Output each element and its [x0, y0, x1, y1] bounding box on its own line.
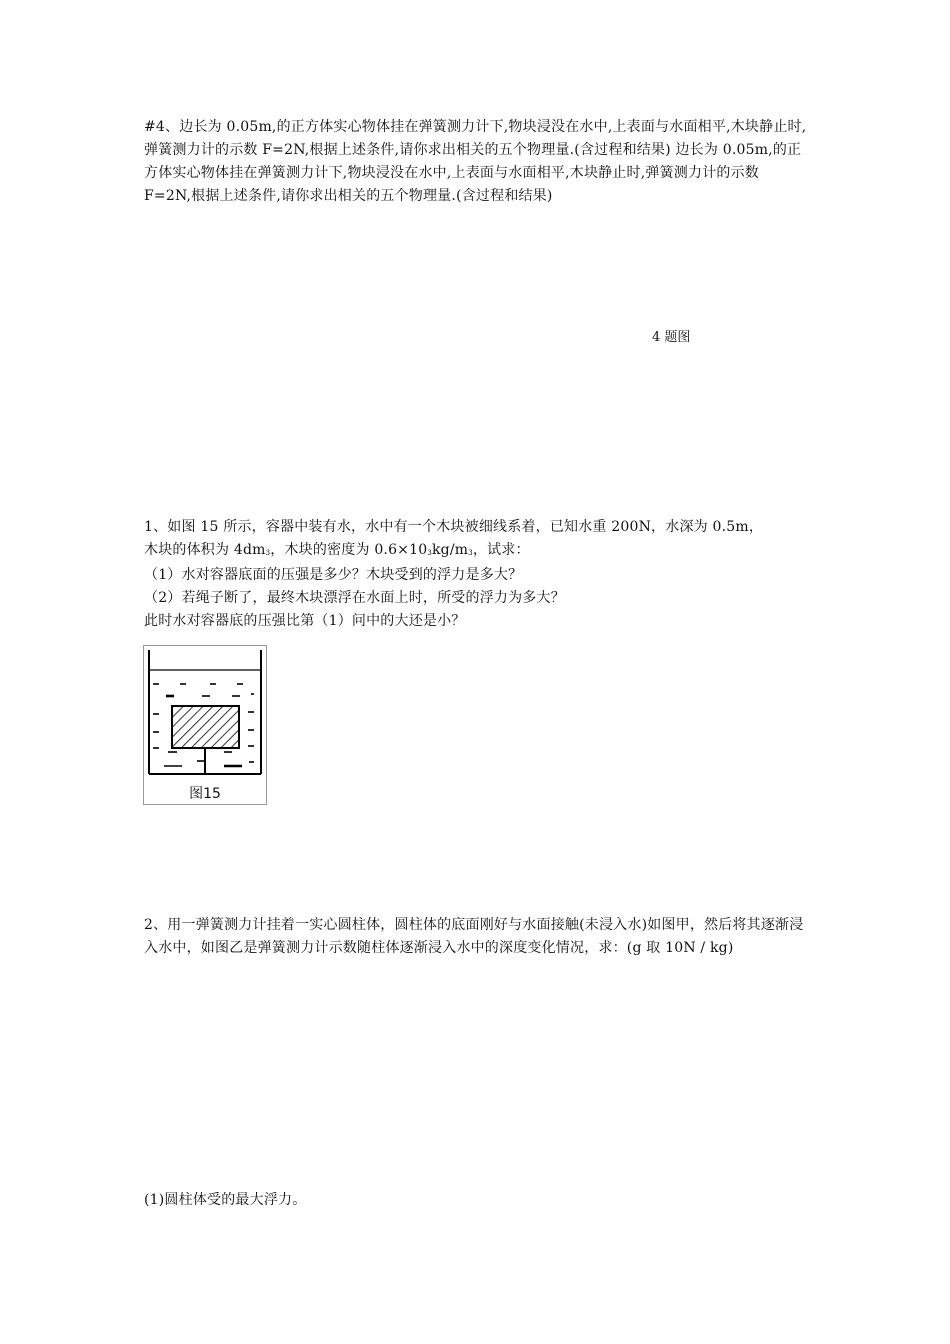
- question-1-line-2: [144, 539, 808, 564]
- request-text: ，试求：: [472, 542, 530, 558]
- superscript: 3: [265, 549, 271, 557]
- question-4-figure-caption: 4 题图: [652, 330, 691, 345]
- question-2-sub-1: [144, 1189, 808, 1212]
- question-2: [144, 914, 808, 960]
- container-with-wood-block-illustration: [144, 646, 266, 804]
- superscript: 3: [427, 549, 432, 557]
- density-text: ，木块的密度为 0.6×10: [270, 542, 428, 558]
- volume-text: 木块的体积为 4dm: [144, 542, 266, 558]
- question-1-line-4: （2）若绳子断了，最终木块漂浮在水面上时，所受的浮力为多大？: [144, 590, 565, 606]
- question-4-text: #4、边长为 0.05m,的正方体实心物体挂在弹簧测力计下,物块浸没在水中,上表面与水面相平,木块静止时,弹簧测力计的示数 F=2N,根据上述条件,请你求出相关的五个物理量.(含过程和结果) 边长为 0.05m,的正方体实心物体挂在弹簧测力计下,物块浸没在水中,上表面与水面相平,木块静止时,弹簧测力计的示数 F=2N,根据上述条件,请你求出相关的五个物理量.(含过程和结果): [144, 119, 807, 204]
- question-1: [144, 516, 808, 633]
- question-1-line-5: 此时水对容器底的压强比第（1）问中的大还是小？: [144, 613, 466, 629]
- question-1-line-3: （1）水对容器底面的压强是多少？木块受到的浮力是多大？: [144, 567, 523, 583]
- figure-15-caption: 图15: [189, 786, 221, 802]
- figure-15-container-diagram: [143, 645, 267, 805]
- wood-block: [172, 706, 239, 748]
- question-2-text: 2、用一弹簧测力计挂着一实心圆柱体，圆柱体的底面刚好与水面接触(未浸入水)如图甲，然后将其逐渐浸入水中，如图乙是弹簧测力计示数随柱体逐渐浸入水中的深度变化情况，求：(g 取 10N / kg): [144, 917, 804, 956]
- question-2-sub-1-text: (1)圆柱体受的最大浮力。: [144, 1192, 307, 1208]
- question-4: [144, 116, 808, 208]
- question-1-line-1: 1、如图 15 所示，容器中装有水，水中有一个木块被细线系着，已知水重 200N，水深为 0.5m，: [144, 519, 764, 535]
- density-unit-text: kg/m: [431, 542, 469, 558]
- superscript: 3: [468, 549, 473, 557]
